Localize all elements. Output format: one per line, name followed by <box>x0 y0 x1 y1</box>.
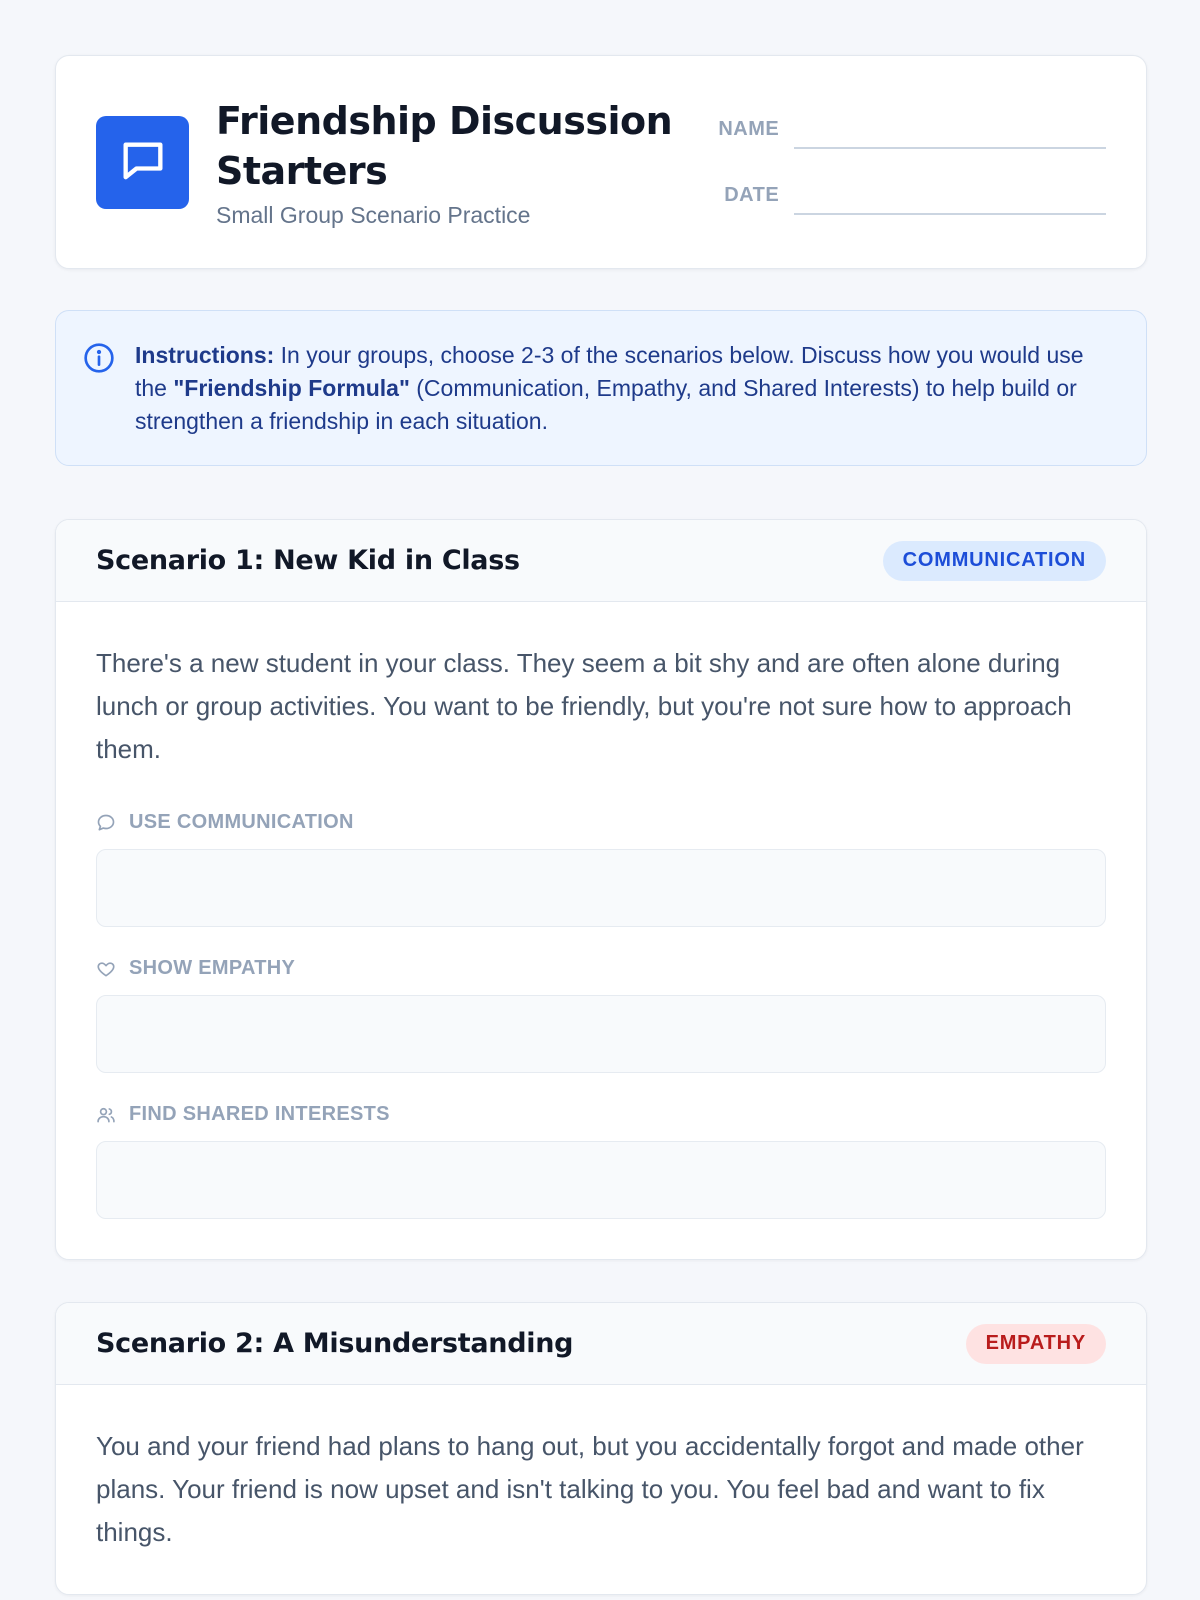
prompt-communication <box>96 811 1106 927</box>
scenario-description: You and your friend had plans to hang out, but you accidentally forgot and made other plans. Your friend is now upset and isn't talking to you. You feel bad and want to fix things. <box>96 1431 1084 1547</box>
shared-interests-answer-field[interactable] <box>96 1141 1106 1219</box>
name-field[interactable] <box>794 113 1106 149</box>
date-label: DATE <box>724 184 780 206</box>
scenario-card-2 <box>55 1302 1147 1595</box>
scenario-header <box>56 520 1146 602</box>
page-subtitle: Small Group Scenario Practice <box>216 201 531 228</box>
chat-bubble-icon <box>96 116 189 209</box>
scenario-title: Scenario 2: A Misunderstanding <box>96 1328 574 1359</box>
page-title: Friendship Discussion Starters <box>216 98 673 193</box>
date-field[interactable] <box>794 179 1106 215</box>
name-row <box>711 113 1106 149</box>
prompt-label <box>96 1103 1106 1126</box>
prompt-label <box>96 811 1106 834</box>
title-block <box>216 96 686 229</box>
instructions-lead: Instructions: <box>135 342 275 368</box>
scenario-tag: COMMUNICATION <box>883 541 1106 581</box>
prompt-empathy <box>96 957 1106 1073</box>
instructions-part-2: (Communication, Empathy, and Shared Interests) to help build or strengthen a friendship in each situation. <box>135 375 1077 434</box>
users-icon <box>96 1105 116 1125</box>
prompt-label-text: FIND SHARED INTERESTS <box>129 1103 390 1125</box>
instructions-text <box>135 339 1118 465</box>
empathy-answer-field[interactable] <box>96 995 1106 1073</box>
info-icon <box>83 342 115 374</box>
communication-answer-field[interactable] <box>96 849 1106 927</box>
prompt-label-text: SHOW EMPATHY <box>129 957 296 979</box>
scenario-title: Scenario 1: New Kid in Class <box>96 545 520 576</box>
scenario-card-1 <box>55 519 1147 1260</box>
scenario-body <box>56 602 1146 1259</box>
heart-icon <box>96 959 116 979</box>
scenario-body <box>56 1385 1146 1594</box>
scenario-tag: EMPATHY <box>966 1324 1106 1364</box>
friendship-formula: "Friendship Formula" <box>173 375 410 401</box>
prompt-label <box>96 957 1106 980</box>
header-card <box>55 55 1147 269</box>
prompt-shared-interests <box>96 1103 1106 1219</box>
date-row <box>711 179 1106 215</box>
name-label: NAME <box>718 118 780 140</box>
scenario-header <box>56 1303 1146 1385</box>
scenario-description: There's a new student in your class. They seem a bit shy and are often alone during lunch or group activities. You want to be friendly, but you're not sure how to approach them. <box>96 648 1072 764</box>
prompt-label-text: USE COMMUNICATION <box>129 811 354 833</box>
instructions-part-1: In your groups, choose 2-3 of the scenarios below. Discuss how you would use the <box>135 342 1084 401</box>
student-fields <box>711 109 1106 215</box>
instructions-panel <box>55 310 1147 466</box>
speech-bubble-icon <box>96 813 116 833</box>
